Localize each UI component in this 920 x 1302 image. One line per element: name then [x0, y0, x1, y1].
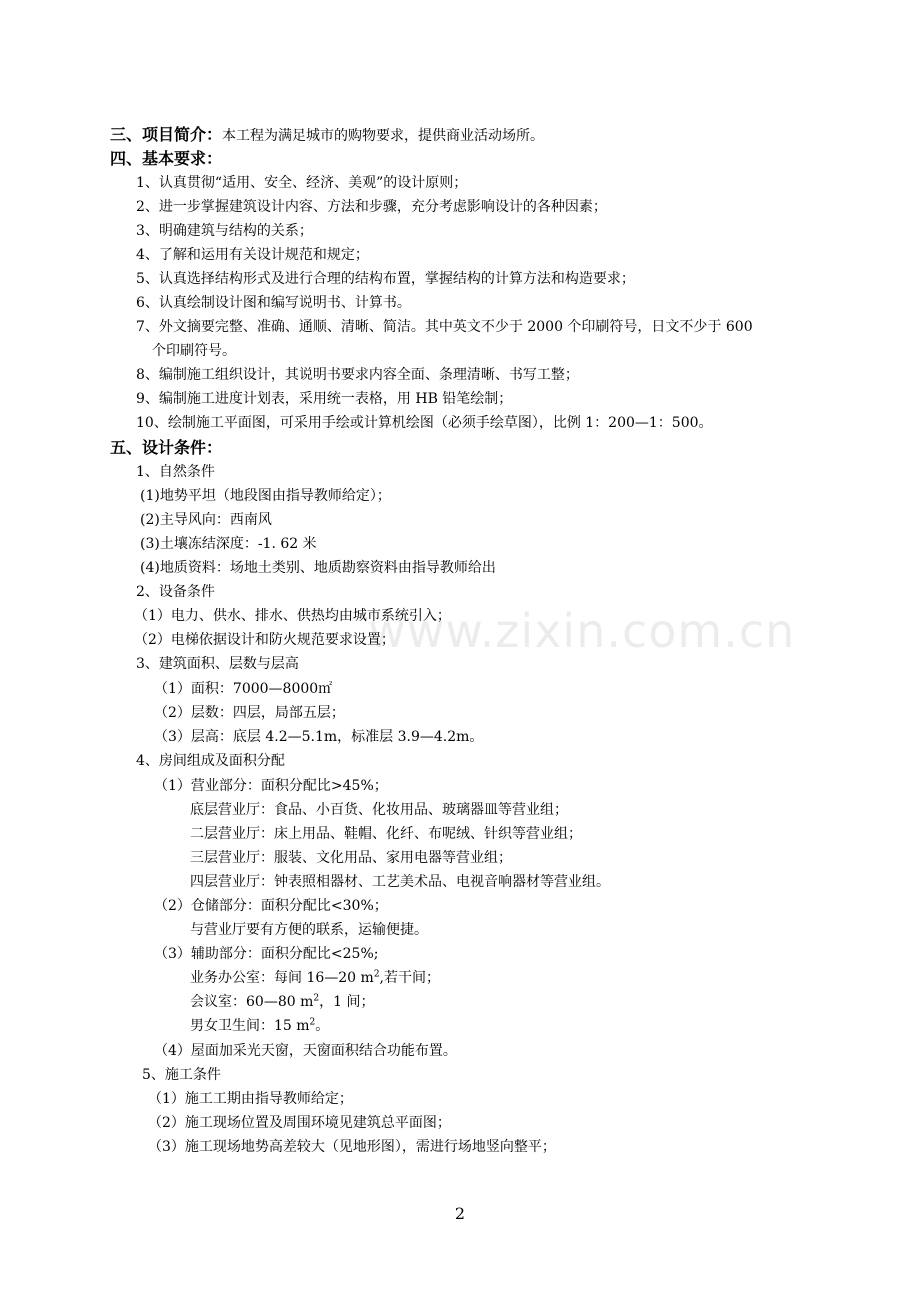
- construction-condition-item: （3）施工现场地势高差较大（见地形图），需进行场地竖向整平；: [148, 1139, 556, 1155]
- skylight-item: （4）屋面加采光天窗，天窗面积结合功能布置。: [154, 1043, 457, 1059]
- requirement-item: 9、编制施工进度计划表，采用统一表格，用 HB 铅笔绘制；: [136, 391, 513, 407]
- section3-line: [110, 124, 544, 146]
- meeting-superscript: 2: [313, 993, 320, 1004]
- floor1-hall: 底层营业厅：食品、小百货、化妆用品、玻璃器皿等营业组；: [190, 802, 568, 818]
- section3-label: 三、项目简介：: [110, 125, 223, 144]
- office-text: 业务办公室：每间 16—20 m: [190, 970, 374, 986]
- requirement-item: 2、进一步掌握建筑设计内容、方法和步骤，充分考虑影响设计的各种因素；: [136, 199, 607, 215]
- office-text-end: ,若干间；: [379, 970, 440, 986]
- meeting-text-end: ，1 间；: [319, 994, 375, 1010]
- business-area-item: （1）营业部分：面积分配比>45%；: [154, 778, 388, 794]
- natural-condition-item: (2)主导风向：西南风: [140, 512, 272, 528]
- requirement-item: 7、外文摘要完整、准确、通顺、清晰、简洁。其中英文不少于 2000 个印刷符号，日文不少于 600: [136, 319, 753, 335]
- storage-note: 与营业厅要有方便的联系，运输便捷。: [190, 922, 428, 938]
- requirement-item: 5、认真选择结构形式及进行合理的结构布置，掌握结构的计算方法和构造要求；: [136, 271, 635, 287]
- restroom-text-end: 。: [315, 1018, 330, 1034]
- aux-area-item: （3）辅助部分：面积分配比<25%;: [154, 946, 379, 962]
- meeting-room-item: [190, 991, 374, 1013]
- equipment-condition-item: （1）电力、供水、排水、供热均由城市系统引入；: [134, 608, 451, 624]
- requirement-item: 1、认真贯彻“适用、安全、经济、美观”的设计原则；: [136, 175, 468, 191]
- equipment-condition-item: （2）电梯依据设计和防火规范要求设置；: [134, 632, 395, 648]
- natural-condition-item: (1)地势平坦（地段图由指导教师给定）；: [140, 488, 391, 504]
- section4-title: 四、基本要求：: [110, 149, 223, 168]
- requirement-item: 4、了解和运用有关设计规范和规定；: [136, 247, 369, 263]
- restroom-text: 男女卫生间：15 m: [190, 1018, 310, 1034]
- requirement-item: 10、绘制施工平面图，可采用手绘或计算机绘图（必须手绘草图），比例 1：200—1：500。: [136, 415, 713, 431]
- restroom-item: [190, 1015, 329, 1037]
- equipment-conditions-title: 2、设备条件: [136, 584, 215, 600]
- floors-item: （2）层数：四层，局部五层；: [154, 705, 345, 721]
- floor2-hall: 二层营业厅：床上用品、鞋帽、化纤、布呢绒、针织等营业组；: [190, 826, 582, 842]
- page-number: 2: [454, 1204, 466, 1223]
- office-room-item: [190, 967, 440, 989]
- area-title: 3、建筑面积、层数与层高: [136, 656, 299, 672]
- natural-condition-item: (3)土壤冻结深度：-1. 62 米: [140, 536, 317, 552]
- watermark: www.zixin.com.cn: [368, 604, 796, 658]
- requirement-item: 3、明确建筑与结构的关系；: [136, 223, 313, 239]
- floor4-hall: 四层营业厅：钟表照相器材、工艺美术品、电视音响器材等营业组。: [190, 874, 610, 890]
- floor3-hall: 三层营业厅：服装、文化用品、家用电器等营业组；: [190, 850, 512, 866]
- natural-condition-item: (4)地质资料：场地土类别、地质勘察资料由指导教师给出: [140, 560, 496, 576]
- construction-condition-item: （1）施工工期由指导教师给定；: [148, 1091, 353, 1107]
- floor-height-item: （3）层高：底层 4.2—5.1m，标准层 3.9—4.2m。: [154, 729, 484, 745]
- meeting-text: 会议室：60—80 m: [190, 994, 314, 1010]
- section5-title: 五、设计条件：: [110, 438, 223, 457]
- requirement-item-continued: 个印刷符号。: [152, 343, 236, 359]
- natural-conditions-title: 1、自然条件: [136, 464, 215, 480]
- requirement-item: 6、认真绘制设计图和编写说明书、计算书。: [136, 295, 411, 311]
- requirement-item: 8、编制施工组织设计，其说明书要求内容全面、条理清晰、书写工整；: [136, 367, 579, 383]
- restroom-superscript: 2: [309, 1017, 316, 1028]
- area-item: （1）面积：7000—8000㎡: [154, 681, 333, 697]
- construction-condition-item: （2）施工现场位置及周围环境见建筑总平面图；: [148, 1115, 451, 1131]
- office-superscript: 2: [373, 969, 380, 980]
- rooms-title: 4、房间组成及面积分配: [136, 753, 285, 769]
- section3-text: 本工程为满足城市的购物要求，提供商业活动场所。: [222, 128, 545, 144]
- construction-conditions-title: 5、施工条件: [142, 1067, 221, 1083]
- storage-area-item: （2）仓储部分：面积分配比<30%；: [154, 898, 388, 914]
